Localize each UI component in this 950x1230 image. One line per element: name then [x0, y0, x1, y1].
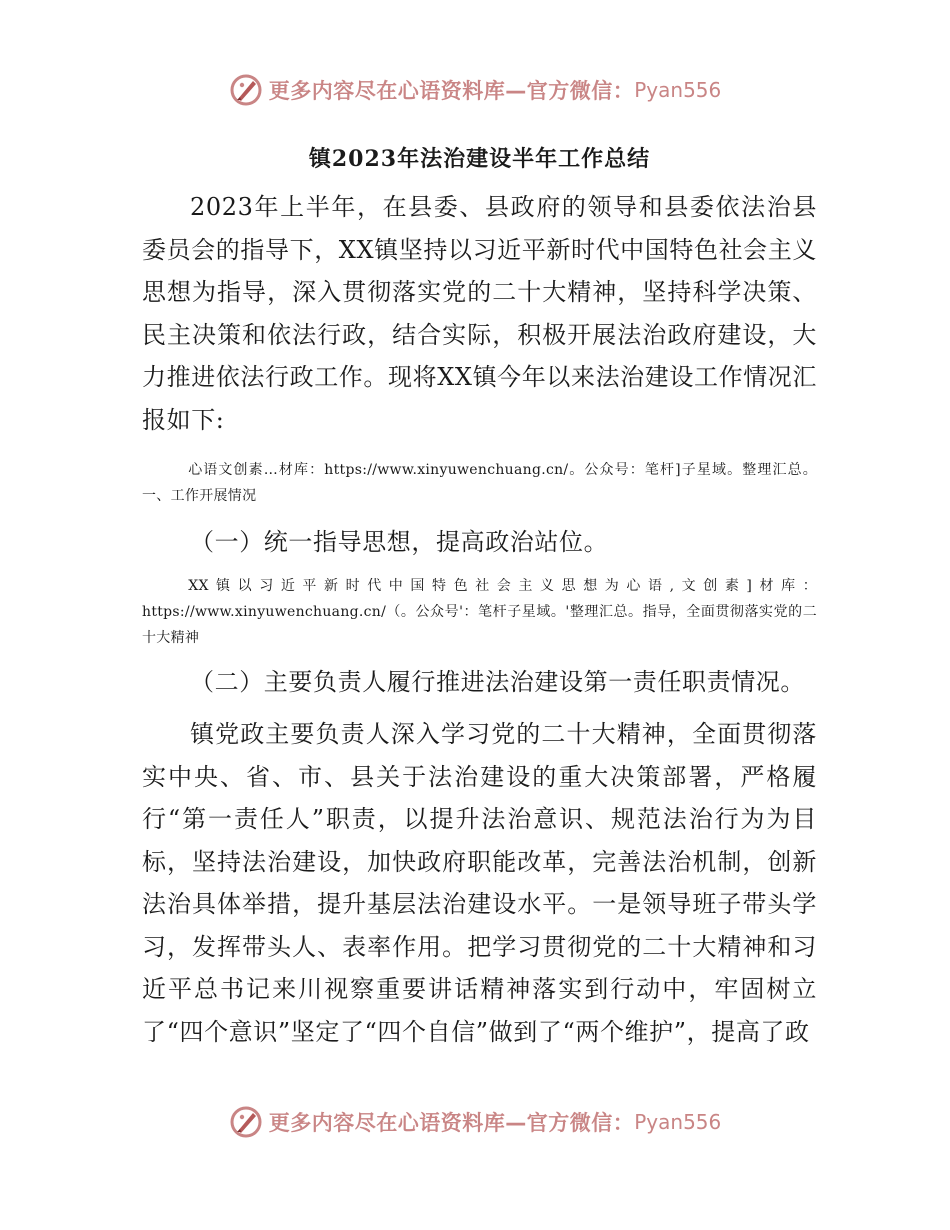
- header-banner: [0, 70, 950, 110]
- intro-paragraph: 2023年上半年，在县委、县政府的领导和县委依法治县委员会的指导下，XX镇坚持以习近平新时代中国特色社会主义思想为指导，深入贯彻落实党的二十大精神，坚持科学决策、民主决策和依法行政，结合实际，积极开展法治政府建设，大力推进依法行政工作。现将XX镇今年以来法治建设工作情况汇报如下:: [142, 193, 817, 434]
- quill-logo-icon: [229, 73, 263, 107]
- source-note-1: 心语文创素…材库：https://www.xinyuwenchuang.cn/。公众号：笔杆]子星域。整理汇总。一、工作开展情况: [142, 462, 817, 504]
- banner-text: 更多内容尽在心语资料库—官方微信：: [268, 79, 635, 103]
- banner-wechat-id: Pyan556: [634, 1110, 722, 1134]
- banner-wechat-id: Pyan556: [634, 78, 722, 102]
- banner-text: 更多内容尽在心语资料库—官方微信：: [268, 1111, 635, 1135]
- quill-logo-icon: [229, 1105, 263, 1139]
- section-heading-2: （二）主要负责人履行推进法治建设第一责任职责情况。: [190, 668, 805, 696]
- document-body: [142, 138, 817, 1053]
- footer-banner: [0, 1102, 950, 1142]
- source-note-2: XX镇以习近平新时代中国特色社会主义思想为心语,文创素]材库：https://www.xinyuwenchuang.cn/（。公众号'：笔杆子星域。'整理汇总。指导，全面贯彻落实党的二十大精神: [142, 578, 817, 646]
- section-heading-1: （一）统一指导思想，提高政治站位。: [190, 528, 609, 556]
- body-paragraph: 镇党政主要负责人深入学习党的二十大精神，全面贯彻落实中央、省、市、县关于法治建设的重大决策部署，严格履行“第一责任人”职责，以提升法治意识、规范法治行为为目标，坚持法治建设，加快政府职能改革，完善法治机制，创新法治具体举措，提升基层法治建设水平。一是领导班子带头学习，发挥带头人、表率作用。把学习贯彻党的二十大精神和习近平总书记来川视察重要讲话精神落实到行动中，牢固树立了“四个意识”坚定了“四个自信”做到了“两个维护”，提高了政: [142, 720, 817, 1046]
- page-title: 镇2023年法治建设半年工作总结: [308, 146, 651, 172]
